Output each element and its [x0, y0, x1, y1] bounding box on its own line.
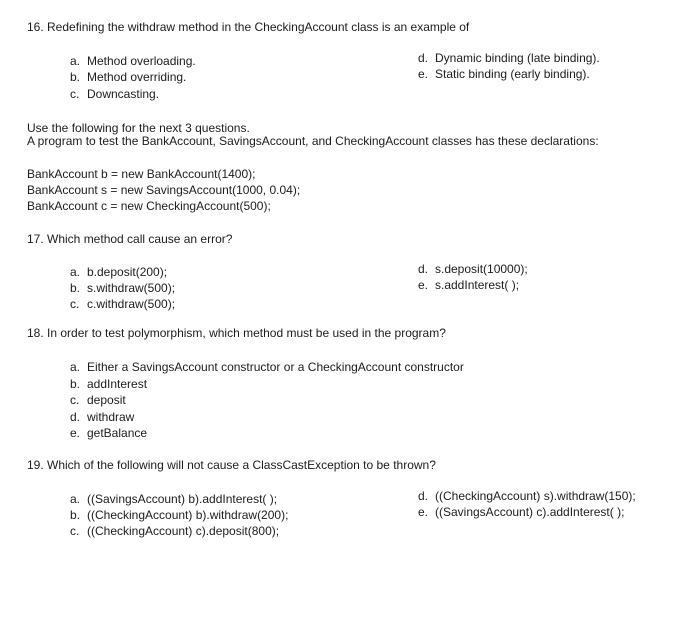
option-letter: c.: [70, 297, 80, 311]
option-text: deposit: [87, 393, 126, 407]
option-letter: c.: [70, 87, 80, 101]
option-letter: c.: [70, 524, 80, 538]
q16-option-e: [418, 67, 590, 82]
option-letter: a.: [70, 265, 81, 279]
q17-question: 17. Which method call cause an error?: [27, 232, 233, 246]
q19-option-b: [70, 508, 288, 523]
option-text: s.addInterest( );: [435, 278, 520, 292]
option-text: Dynamic binding (late binding).: [435, 51, 600, 65]
q18-option-e: [70, 426, 147, 441]
q18-question: 18. In order to test polymorphism, which method must be used in the program?: [27, 326, 446, 340]
q19-option-e: [418, 505, 624, 520]
q16-option-d: [418, 51, 600, 66]
q18-option-a: [70, 360, 464, 375]
q19-option-c: [70, 524, 279, 539]
q19-question: 19. Which of the following will not cause a ClassCastException to be thrown?: [27, 458, 436, 472]
option-letter: d.: [418, 51, 429, 65]
declaration-line: BankAccount b = new BankAccount(1400);: [27, 167, 256, 181]
q18-option-d: [70, 410, 134, 425]
option-letter: b.: [70, 281, 81, 295]
q19-option-a: [70, 492, 277, 507]
option-letter: b.: [70, 70, 81, 84]
option-letter: e.: [70, 426, 81, 440]
option-text: s.deposit(10000);: [435, 262, 528, 276]
option-text: ((CheckingAccount) s).withdraw(150);: [435, 489, 636, 503]
q17-option-d: [418, 262, 528, 277]
declaration-line: BankAccount s = new SavingsAccount(1000, 0.04);: [27, 183, 301, 197]
option-text: withdraw: [87, 410, 135, 424]
option-letter: b.: [70, 377, 81, 391]
q18-option-b: [70, 377, 147, 392]
intro-line-1: Use the following for the next 3 questions.: [27, 121, 250, 135]
option-text: Method overriding.: [87, 70, 187, 84]
option-text: ((CheckingAccount) c).deposit(800);: [87, 524, 280, 538]
q17-option-b: [70, 281, 175, 296]
q16-option-a: [70, 54, 196, 69]
q19-option-d: [418, 489, 636, 504]
option-letter: a.: [70, 360, 81, 374]
option-letter: e.: [418, 67, 429, 81]
q17-option-e: [418, 278, 519, 293]
q16-question: 16. Redefining the withdraw method in the CheckingAccount class is an example of: [27, 20, 470, 34]
q16-option-c: [70, 87, 159, 102]
option-letter: a.: [70, 54, 81, 68]
option-text: Method overloading.: [87, 54, 196, 68]
option-text: Downcasting.: [87, 87, 160, 101]
option-letter: c.: [70, 393, 80, 407]
option-letter: d.: [418, 489, 429, 503]
q17-option-a: [70, 265, 167, 280]
q18-option-c: [70, 393, 126, 408]
option-letter: e.: [418, 505, 429, 519]
declaration-line: BankAccount c = new CheckingAccount(500);: [27, 199, 271, 213]
option-text: s.withdraw(500);: [87, 281, 176, 295]
option-letter: a.: [70, 492, 81, 506]
option-text: Static binding (early binding).: [435, 67, 590, 81]
option-text: c.withdraw(500);: [87, 297, 176, 311]
option-text: ((SavingsAccount) c).addInterest( );: [435, 505, 625, 519]
option-text: ((CheckingAccount) b).withdraw(200);: [87, 508, 289, 522]
option-letter: b.: [70, 508, 81, 522]
q16-option-b: [70, 70, 186, 85]
option-text: Either a SavingsAccount constructor or a CheckingAccount constructor: [87, 360, 464, 374]
option-letter: d.: [70, 410, 81, 424]
option-text: ((SavingsAccount) b).addInterest( );: [87, 492, 278, 506]
option-text: getBalance: [87, 426, 148, 440]
q17-option-c: [70, 297, 175, 312]
intro-line-2: A program to test the BankAccount, SavingsAccount, and CheckingAccount classes has these declarations:: [27, 134, 599, 148]
option-text: addInterest: [87, 377, 148, 391]
option-letter: d.: [418, 262, 429, 276]
option-letter: e.: [418, 278, 429, 292]
option-text: b.deposit(200);: [87, 265, 168, 279]
